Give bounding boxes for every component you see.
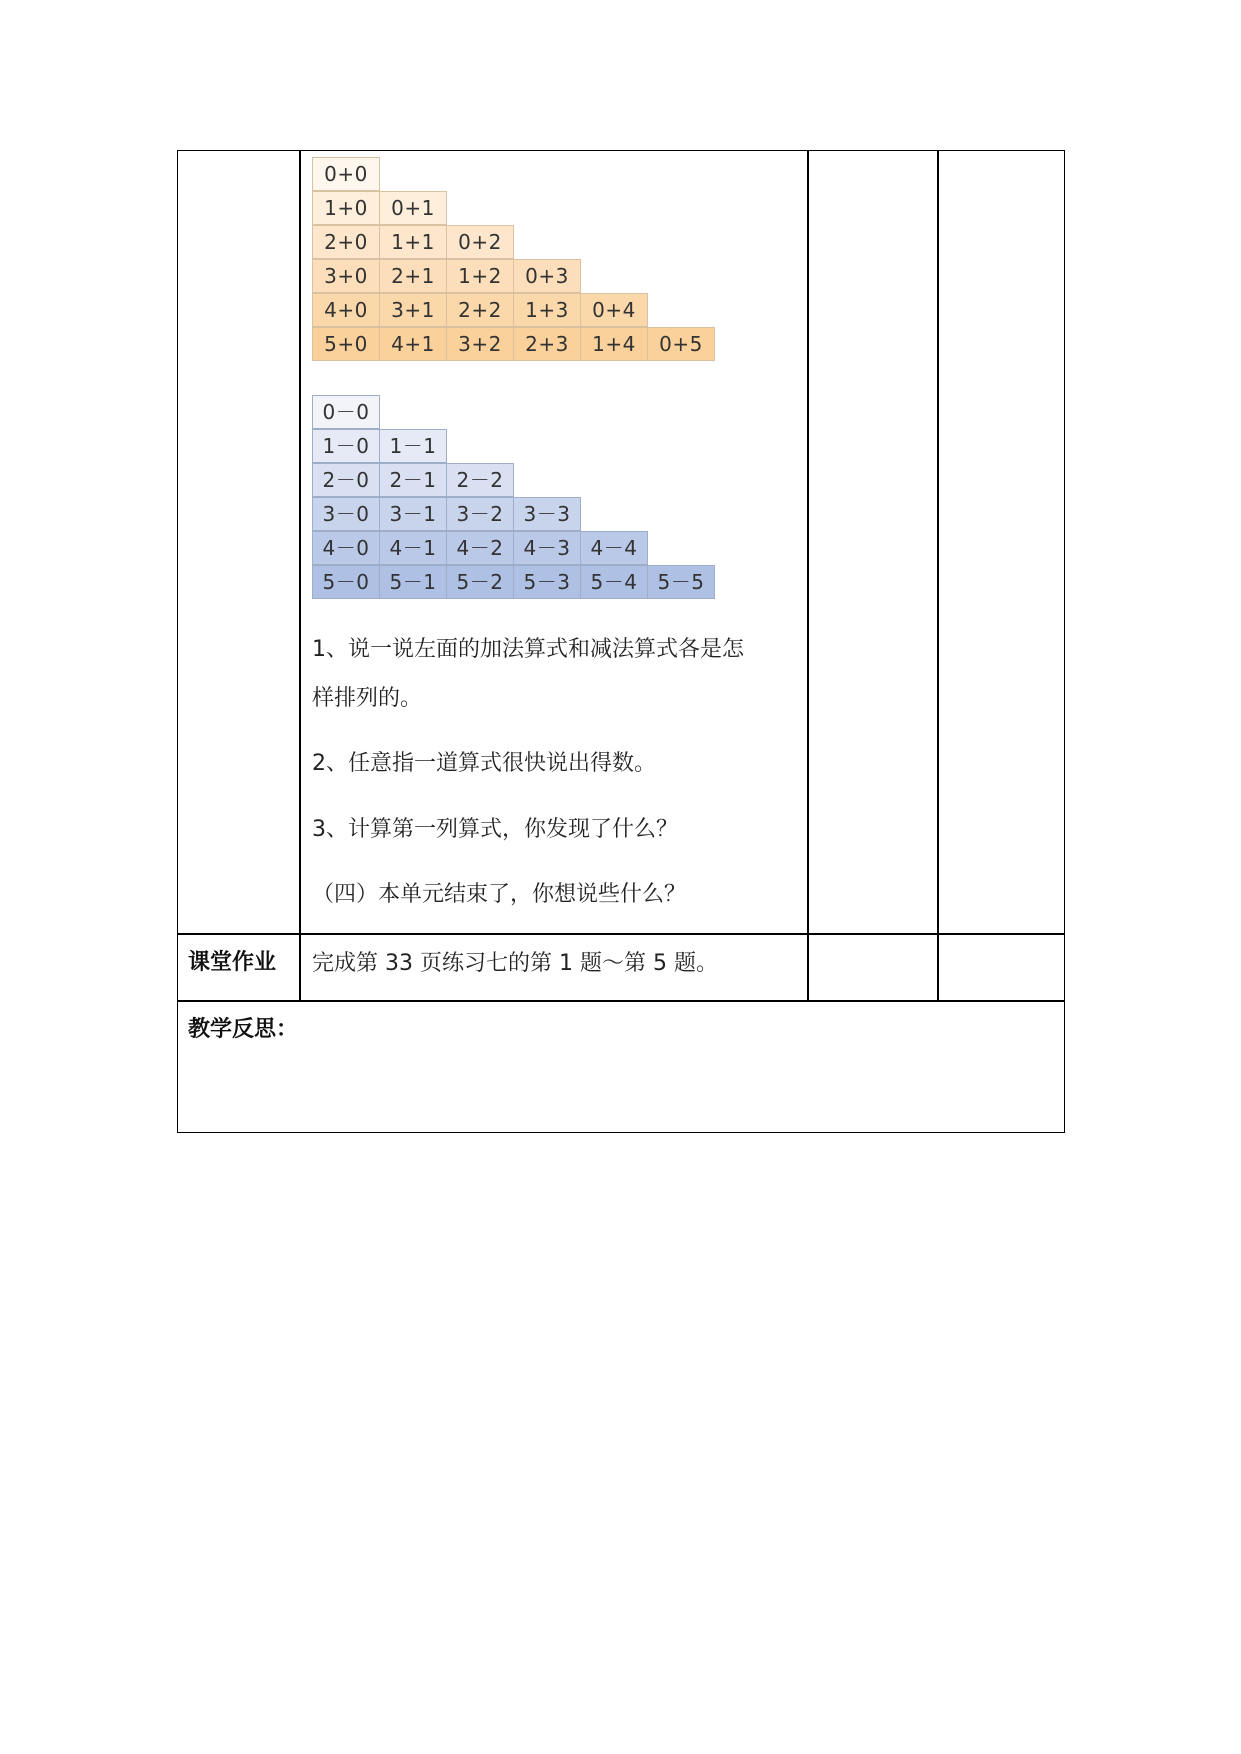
- equation-cell: 4+0: [312, 293, 380, 327]
- table-row: [312, 157, 714, 191]
- equation-cell: 2+1: [379, 259, 447, 293]
- equation-cell: 2－1: [379, 463, 447, 497]
- equation-cell: 5－2: [446, 565, 514, 599]
- table-row: [312, 259, 714, 293]
- table-row: [312, 327, 714, 361]
- question-1-line-2: 样排列的。: [312, 686, 423, 711]
- question-4: （四）本单元结束了，你想说些什么？: [312, 882, 687, 907]
- equation-cell: 3+2: [446, 327, 514, 361]
- equation-cell: 2－0: [312, 463, 380, 497]
- table-row: [312, 463, 714, 497]
- addition-table: [312, 157, 714, 361]
- equation-cell: 0+1: [379, 191, 447, 225]
- equation-cell: 1+3: [513, 293, 581, 327]
- equation-cell: 1+4: [580, 327, 648, 361]
- equation-cell: 4－0: [312, 531, 380, 565]
- equation-cell: 3－1: [379, 497, 447, 531]
- equation-cell: 5－5: [647, 565, 715, 599]
- equation-cell: 0+4: [580, 293, 648, 327]
- table-row: [312, 395, 714, 429]
- equation-cell: 5－3: [513, 565, 581, 599]
- table-row: [312, 565, 714, 599]
- subtraction-table: [312, 395, 714, 599]
- equation-cell: 2－2: [446, 463, 514, 497]
- table-row: [312, 531, 714, 565]
- equation-cell: 2+3: [513, 327, 581, 361]
- equation-cell: 4－3: [513, 531, 581, 565]
- homework-content: 完成第 33 页练习七的第 1 题～第 5 题。: [312, 951, 718, 976]
- equation-cell: 4－4: [580, 531, 648, 565]
- table-row: [312, 497, 714, 531]
- equation-cell: 0+2: [446, 225, 514, 259]
- equation-cell: 0+3: [513, 259, 581, 293]
- equation-cell: 3+1: [379, 293, 447, 327]
- question-1-line-1: 1、说一说左面的加法算式和减法算式各是怎: [312, 637, 744, 662]
- equation-cell: 5+0: [312, 327, 380, 361]
- equation-cell: 1－0: [312, 429, 380, 463]
- table-row: [312, 225, 714, 259]
- question-3: 3、计算第一列算式，你发现了什么？: [312, 817, 678, 842]
- row-divider: [177, 1000, 1065, 1002]
- reflection-label: 教学反思：: [188, 1017, 299, 1042]
- equation-cell: 3+0: [312, 259, 380, 293]
- equation-cell: 1+0: [312, 191, 380, 225]
- equation-cell: 0－0: [312, 395, 380, 429]
- equation-cell: 4+1: [379, 327, 447, 361]
- question-2: 2、任意指一道算式很快说出得数。: [312, 751, 656, 776]
- equation-cell: 1+2: [446, 259, 514, 293]
- equation-cell: 2+2: [446, 293, 514, 327]
- equation-cell: 5－1: [379, 565, 447, 599]
- homework-label: 课堂作业: [188, 950, 277, 975]
- equation-cell: 0+5: [647, 327, 715, 361]
- row-divider: [177, 933, 1065, 935]
- equation-cell: 2+0: [312, 225, 380, 259]
- table-row: [312, 293, 714, 327]
- column-divider: [299, 150, 301, 1001]
- column-divider: [807, 150, 809, 1001]
- equation-cell: 3－2: [446, 497, 514, 531]
- equation-cell: 3－3: [513, 497, 581, 531]
- column-divider: [937, 150, 939, 1001]
- equation-cell: 0+0: [312, 157, 380, 191]
- equation-cell: 1+1: [379, 225, 447, 259]
- table-row: [312, 191, 714, 225]
- equation-cell: 3－0: [312, 497, 380, 531]
- equation-cell: 4－1: [379, 531, 447, 565]
- equation-cell: 5－4: [580, 565, 648, 599]
- equation-cell: 4－2: [446, 531, 514, 565]
- table-row: [312, 429, 714, 463]
- equation-cell: 1－1: [379, 429, 447, 463]
- equation-cell: 5－0: [312, 565, 380, 599]
